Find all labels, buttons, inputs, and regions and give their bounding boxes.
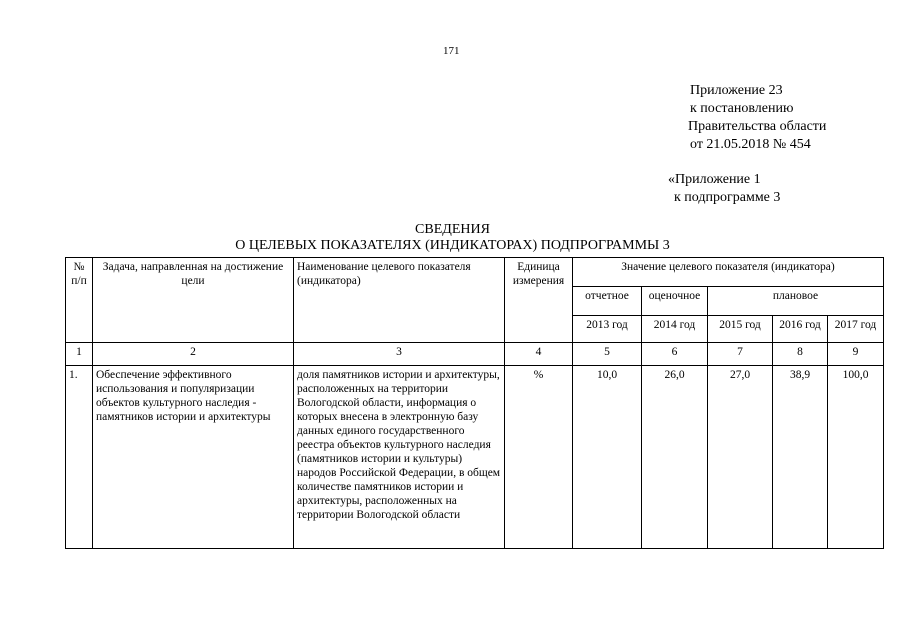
- column-number: 6: [642, 343, 708, 366]
- column-number: 9: [828, 343, 884, 366]
- document-title: СВЕДЕНИЯ: [415, 222, 490, 237]
- appendix-block: [688, 82, 826, 154]
- sub-appendix-block: [668, 171, 780, 207]
- row-task: Обеспечение эффективного использования и популяризации объектов культурного наследия - памятников истории и архитектуры: [93, 366, 294, 549]
- header-value-group: Значение целевого показателя (индикатора): [573, 258, 884, 287]
- row-value: 38,9: [773, 366, 828, 549]
- row-value: 27,0: [708, 366, 773, 549]
- column-number: 5: [573, 343, 642, 366]
- column-number: 2: [93, 343, 294, 366]
- row-value: 26,0: [642, 366, 708, 549]
- column-number: 7: [708, 343, 773, 366]
- header-year: 2014 год: [642, 316, 708, 343]
- appendix-line: к постановлению: [690, 101, 794, 116]
- sub-appendix-line: к подпрограмме 3: [674, 190, 781, 205]
- header-num: № п/п: [66, 258, 93, 343]
- row-value: 100,0: [828, 366, 884, 549]
- appendix-line: Правительства области: [688, 119, 827, 134]
- header-task: Задача, направленная на достижение цели: [93, 258, 294, 343]
- row-num: 1.: [66, 366, 93, 549]
- header-year: 2015 год: [708, 316, 773, 343]
- header-year: 2013 год: [573, 316, 642, 343]
- column-number: 1: [66, 343, 93, 366]
- column-number: 3: [294, 343, 505, 366]
- row-indicator: доля памятников истории и архитектуры, расположенных на территории Вологодской области, информация о которых внесена в электронную базу данных единого государственного реестра объектов культурного наследия (памятников истории и культуры) народов Российской Федерации, в общем количестве памятников истории и архитектуры, расположенных на территории Вологодской области: [294, 366, 505, 549]
- header-indicator: Наименование целевого показателя (индикатора): [294, 258, 505, 343]
- header-year: 2016 год: [773, 316, 828, 343]
- header-planned: плановое: [708, 287, 884, 316]
- column-number: 4: [505, 343, 573, 366]
- column-number: 8: [773, 343, 828, 366]
- indicators-table: [65, 257, 884, 549]
- document-subtitle: О ЦЕЛЕВЫХ ПОКАЗАТЕЛЯХ (ИНДИКАТОРАХ) ПОДПРОГРАММЫ 3: [235, 238, 670, 253]
- appendix-line: от 21.05.2018 № 454: [690, 137, 811, 152]
- appendix-line: Приложение 23: [690, 83, 783, 98]
- header-reported: отчетное: [573, 287, 642, 316]
- page-number: 171: [443, 45, 460, 57]
- table-row: [66, 366, 884, 549]
- row-value: 10,0: [573, 366, 642, 549]
- sub-appendix-line: «Приложение 1: [668, 172, 761, 187]
- header-unit: Единица измерения: [505, 258, 573, 343]
- header-estimated: оценочное: [642, 287, 708, 316]
- header-year: 2017 год: [828, 316, 884, 343]
- row-unit: %: [505, 366, 573, 549]
